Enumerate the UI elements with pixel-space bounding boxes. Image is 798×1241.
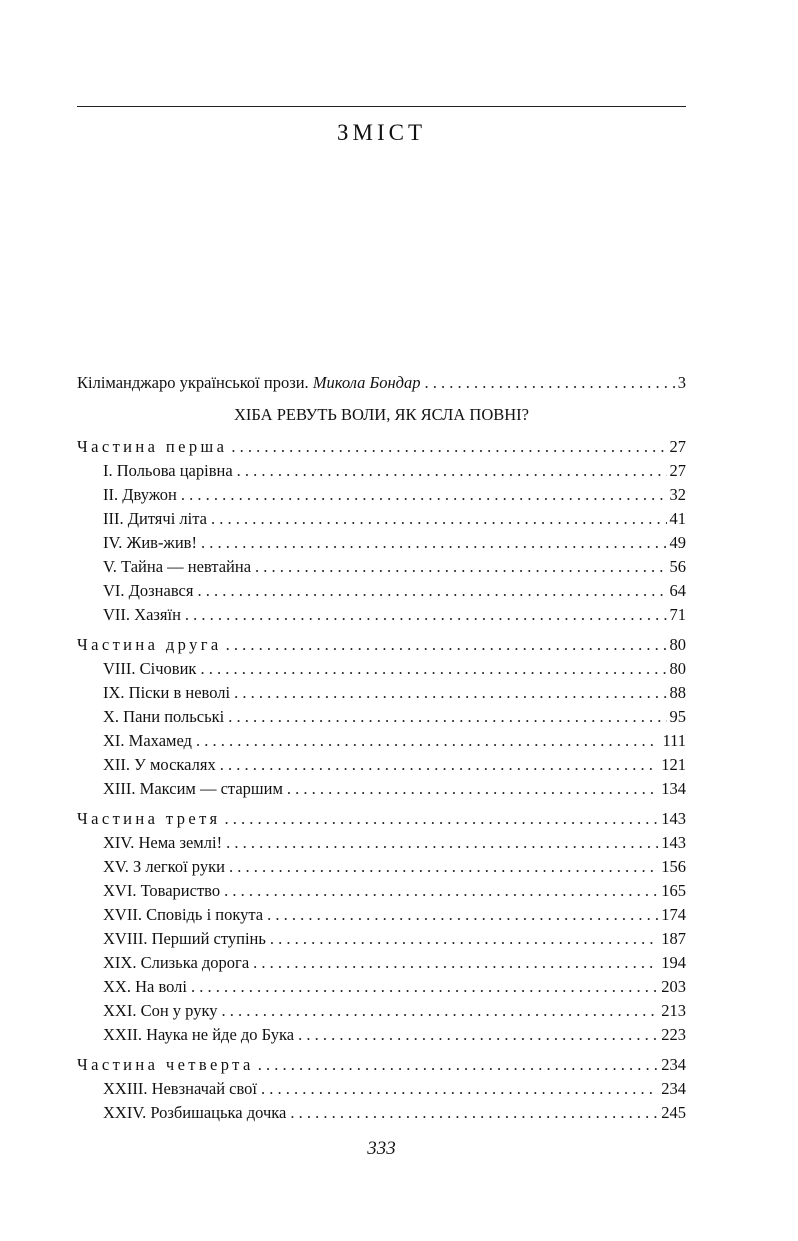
dot-leader <box>220 753 659 777</box>
toc-entry-page: 174 <box>661 905 686 924</box>
toc-entry-page: 64 <box>669 581 686 600</box>
toc-chapter-entry[interactable] <box>77 975 686 999</box>
toc-entry-page: 80 <box>669 659 686 678</box>
toc-entry-label: XX. На волі <box>103 977 187 996</box>
dot-leader <box>255 555 666 579</box>
toc-entry-label: V. Тайна — невтайна <box>103 557 252 576</box>
toc-entry-label: XIX. Слизька дорога <box>103 953 250 972</box>
toc-chapter-entry[interactable] <box>77 603 686 627</box>
toc-entry-label: XXIII. Невзначай свої <box>103 1079 258 1098</box>
toc-chapter-entry[interactable] <box>77 879 686 903</box>
toc-entry-label: XXI. Сон у руку <box>103 1001 218 1020</box>
toc-entry-label: X. Пани польські <box>103 707 225 726</box>
toc-entry-page: 156 <box>661 857 686 876</box>
toc-entry-label: Частина друга <box>77 635 222 654</box>
toc-entry-label: XVI. Товариство <box>103 881 221 900</box>
dot-leader <box>201 531 667 555</box>
toc-chapter-entry[interactable] <box>77 999 686 1023</box>
toc-chapter-entry[interactable] <box>77 705 686 729</box>
top-rule <box>77 106 686 107</box>
toc-entry-label: XXII. Наука не йде до Бука <box>103 1025 295 1044</box>
dot-leader <box>258 1053 659 1077</box>
toc-entry-label: I. Польова царівна <box>103 461 233 480</box>
dot-leader <box>253 951 658 975</box>
toc-entry-page: 245 <box>661 1103 686 1122</box>
dot-leader <box>181 483 667 507</box>
toc-chapter-entry[interactable] <box>77 1077 686 1101</box>
dot-leader <box>185 603 667 627</box>
dot-leader <box>267 903 658 927</box>
toc-chapter-entry[interactable] <box>77 681 686 705</box>
page-number: 333 <box>367 1138 396 1159</box>
toc-chapter-entry[interactable] <box>77 459 686 483</box>
toc-entry-label: XXIV. Розбишацька дочка <box>103 1103 287 1122</box>
dot-leader <box>226 831 658 855</box>
toc-entry-label: XII. У москалях <box>103 755 216 774</box>
toc-part-heading[interactable] <box>77 633 686 657</box>
toc-entry-intro[interactable] <box>77 371 686 395</box>
dot-leader <box>228 705 666 729</box>
toc-chapter-entry[interactable] <box>77 951 686 975</box>
dot-leader <box>298 1023 658 1047</box>
toc-entry-label: IV. Жив-жив! <box>103 533 197 552</box>
toc-chapter-entry[interactable] <box>77 729 686 753</box>
dot-leader <box>224 879 658 903</box>
toc-entry-page: 143 <box>661 833 686 852</box>
toc-entry-page: 194 <box>661 953 686 972</box>
toc-entry-label: XV. З легкої руки <box>103 857 225 876</box>
novel-title: ХІБА РЕВУТЬ ВОЛИ, ЯК ЯСЛА ПОВНІ? <box>234 405 529 424</box>
dot-leader <box>200 657 666 681</box>
toc-entry-page: 165 <box>661 881 686 900</box>
dot-leader <box>197 579 666 603</box>
dot-leader <box>425 371 675 395</box>
dot-leader <box>226 633 667 657</box>
toc-entry-label: Частина третя <box>77 809 221 828</box>
toc-chapter-entry[interactable] <box>77 753 686 777</box>
toc-entry-label: XIII. Максим — старшим <box>103 779 283 798</box>
toc-entry-page: 111 <box>662 731 686 750</box>
toc-entry-page: 56 <box>669 557 686 576</box>
toc-entry-page: 234 <box>661 1055 686 1074</box>
toc-entry-page: 88 <box>669 683 686 702</box>
toc-chapter-entry[interactable] <box>77 579 686 603</box>
toc-chapter-entry[interactable] <box>77 777 686 801</box>
dot-leader <box>287 777 658 801</box>
toc-chapter-entry[interactable] <box>77 531 686 555</box>
toc-entry-label: XVIII. Перший ступінь <box>103 929 266 948</box>
toc-chapter-entry[interactable] <box>77 927 686 951</box>
toc-parts <box>77 435 686 1125</box>
toc-entry-label: Кіліманджаро української прози. Микола Бондар <box>77 373 421 392</box>
toc-entry-label: XVII. Сповідь і покута <box>103 905 264 924</box>
toc-entry-page: 121 <box>661 755 686 774</box>
toc-chapter-entry[interactable] <box>77 483 686 507</box>
toc-entry-page: 223 <box>661 1025 686 1044</box>
toc-entry-page: 27 <box>669 461 686 480</box>
toc-entry-label: III. Дитячі літа <box>103 509 207 528</box>
toc-entry-page: 27 <box>669 437 686 456</box>
toc-entry-page: 213 <box>661 1001 686 1020</box>
toc-entry-label: VII. Хазяїн <box>103 605 181 624</box>
toc-entry-page: 3 <box>677 373 686 392</box>
toc-entry-page: 41 <box>669 509 686 528</box>
dot-leader <box>261 1077 658 1101</box>
toc-entry-page: 80 <box>669 635 686 654</box>
page-title: ЗМІСТ <box>336 120 427 145</box>
toc-chapter-entry[interactable] <box>77 831 686 855</box>
dot-leader <box>224 807 658 831</box>
table-of-contents <box>77 371 686 1125</box>
toc-entry-label: Частина четверта <box>77 1055 254 1074</box>
dot-leader <box>221 999 658 1023</box>
toc-chapter-entry[interactable] <box>77 855 686 879</box>
toc-chapter-entry[interactable] <box>77 1101 686 1125</box>
dot-leader <box>211 507 667 531</box>
toc-entry-author: Микола Бондар <box>312 373 421 392</box>
toc-entry-page: 234 <box>661 1079 686 1098</box>
toc-entry-page: 95 <box>669 707 686 726</box>
toc-entry-label: VI. Дознався <box>103 581 194 600</box>
toc-chapter-entry[interactable] <box>77 903 686 927</box>
dot-leader <box>191 975 658 999</box>
dot-leader <box>234 681 666 705</box>
toc-entry-page: 71 <box>669 605 686 624</box>
toc-entry-label: II. Двужон <box>103 485 177 504</box>
toc-entry-label: IX. Піски в неволі <box>103 683 231 702</box>
toc-entry-label: XIV. Нема землі! <box>103 833 223 852</box>
toc-entry-page: 32 <box>669 485 686 504</box>
toc-part-heading[interactable] <box>77 1053 686 1077</box>
dot-leader <box>237 459 667 483</box>
dot-leader <box>196 729 660 753</box>
toc-entry-page: 49 <box>669 533 686 552</box>
toc-entry-page: 134 <box>661 779 686 798</box>
toc-chapter-entry[interactable] <box>77 555 686 579</box>
toc-entry-label: XI. Махамед <box>103 731 192 750</box>
toc-part-heading[interactable] <box>77 807 686 831</box>
toc-entry-page: 203 <box>661 977 686 996</box>
toc-part-heading[interactable] <box>77 435 686 459</box>
dot-leader <box>231 435 666 459</box>
toc-chapter-entry[interactable] <box>77 657 686 681</box>
toc-entry-label: Частина перша <box>77 437 228 456</box>
toc-entry-page: 143 <box>661 809 686 828</box>
dot-leader <box>290 1101 658 1125</box>
toc-entry-label: VIII. Січовик <box>103 659 197 678</box>
toc-chapter-entry[interactable] <box>77 507 686 531</box>
toc-entry-page: 187 <box>661 929 686 948</box>
dot-leader <box>270 927 658 951</box>
toc-chapter-entry[interactable] <box>77 1023 686 1047</box>
dot-leader <box>229 855 658 879</box>
